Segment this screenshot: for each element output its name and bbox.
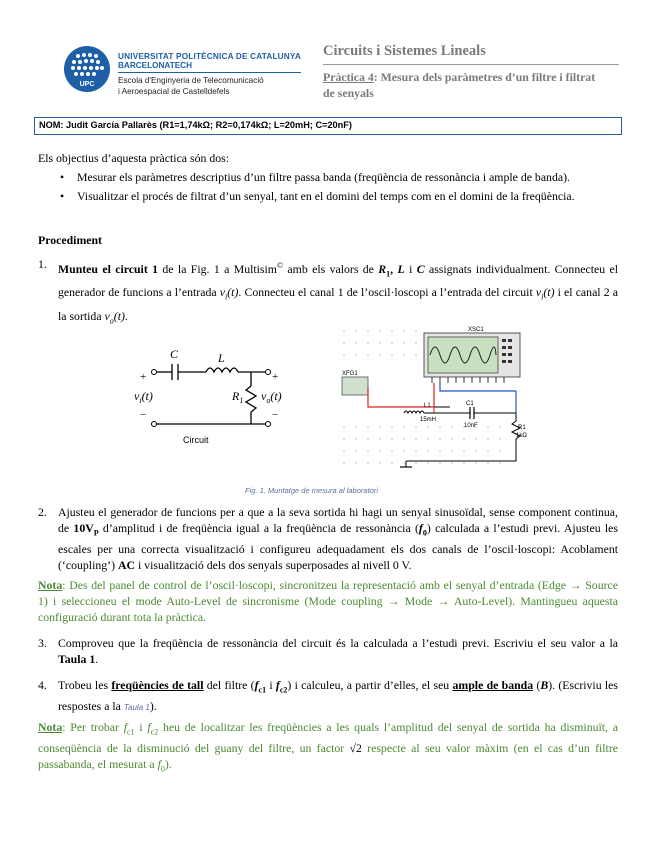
amplitude-value: 10V (73, 521, 94, 535)
university-subtitle: BARCELONATECH (118, 61, 192, 70)
var-f0: f (157, 757, 161, 772)
var-t: (t) (227, 285, 239, 300)
step-number: 3. (38, 636, 47, 650)
label-vi-v: v (134, 389, 140, 403)
step-number: 4. (38, 678, 47, 692)
step-4-part: i (266, 678, 276, 692)
var-f0-sub: 0 (422, 528, 427, 538)
var-fc2: f (147, 720, 151, 734)
step-1-text: Munteu el circuit 1 de la Fig. 1 a Multisim© amb els valors de $R_1$, L i C assignats individualment. Connecteu el generador de funcions a l’entrada $v_i(t)$. Connecteu el canal 1 de l’oscil·loscopi a l’entrada del circuit $v_i(t)$ i el canal 2 a la sortida $v_o(t)$. (58, 261, 618, 325)
step-2-part: i visualització dels dos senyals superposades al nivell 0 V. (135, 558, 412, 573)
var-vo-sub: o (109, 316, 114, 325)
circuit-caption: Circuit (183, 435, 209, 445)
function-generator (342, 377, 368, 395)
plus-in: + (140, 371, 147, 383)
note-1 (38, 577, 618, 625)
student-name-box: NOM: Judit García Pallarès (R1=1,74kΩ; R2=0,174kΩ; L=20mH; C=20nF) (34, 117, 622, 135)
var-c: C (416, 261, 425, 276)
course-title: Circuits i Sistemes Lineals (323, 43, 486, 59)
note-2-part: i (134, 720, 148, 734)
course-divider (323, 64, 619, 65)
intro-text: Els objectius d’aquesta pràctica són dos: (38, 151, 229, 165)
var-t: (t) (113, 308, 125, 323)
label-vo-v: v (261, 389, 267, 403)
step-4-text (58, 677, 618, 716)
step-2-part: d’amplitud i de freqüència igual a la freqüència de ressonància ( (98, 521, 419, 535)
bandwidth-term: ample de banda (452, 678, 534, 692)
coupling-ac: AC (117, 558, 135, 573)
note-2 (38, 719, 618, 778)
step-4-part: ). (Escriviu les respostes a la (58, 678, 618, 714)
var-fc1: f (123, 720, 127, 734)
upc-logo (64, 46, 110, 92)
xsc1-label: XSC1 (468, 327, 484, 333)
plus-out: + (272, 371, 279, 383)
var-vo: v (104, 308, 110, 323)
label-vo-sub: o (266, 396, 271, 405)
step-3-text (58, 635, 618, 667)
registered-mark: © (276, 261, 284, 270)
multisim-screenshot (340, 325, 530, 470)
note-2-part: ). (164, 757, 172, 772)
circuit-schematic (120, 340, 300, 450)
var-fc1-sub: c1 (258, 685, 267, 695)
minus-out: − (272, 409, 279, 421)
note-2-part: : Per trobar (62, 720, 124, 734)
step-1-part: i el canal 2 a la sortida (58, 285, 618, 323)
sqrt-two: √2 (349, 741, 362, 756)
c1-value: 10nF (464, 423, 478, 429)
var-fc2-sub: c2 (279, 685, 288, 695)
label-l: L (218, 351, 225, 365)
objective-2: Visualitzar el procés de filtrat d’un senyal, tant en el domini del temps com en el domini de la freqüència. (77, 189, 575, 203)
bullet-marker: • (60, 170, 65, 184)
var-r1-sub: 1 (386, 269, 391, 279)
var-b: B (540, 678, 549, 692)
step-2-text (58, 504, 618, 573)
step-1-part: i (404, 261, 417, 276)
step-2-part: ) calculada a l’estudi previ. Ajusteu les escales per una correcta visualització i configureu adequadament els dos canals de l’oscil·loscopi: Acoblament (‘coupling’) (58, 521, 618, 573)
step-4-part: ). (149, 699, 157, 714)
practice-label: Pràctica 4 (323, 70, 374, 84)
note-label: Nota (38, 578, 63, 592)
minus-in: − (140, 409, 147, 421)
cutoff-freq-term: freqüències de tall (111, 678, 204, 692)
header-divider (118, 72, 301, 73)
note-1-text: : Des del panel de control de l’oscil·loscopi, sincronitzeu la representació amb el senyal d’entrada (Edge → Source 1) i seleccioneu el mode Auto-Level de sincronisme (Mode coupling → Mode → Auto-Level). Mantingueu aquesta configuració durant tota la pràctica. (38, 578, 618, 624)
step-1-bold: Munteu el circuit 1 (58, 261, 159, 276)
xfg1-label: XFG1 (342, 371, 358, 377)
step-1-part: de la Fig. 1 a Multisim (158, 261, 277, 276)
var-fc2-sub: c2 (150, 727, 159, 737)
figure-caption: Fig. 1. Muntatge de mesura al laboratori (245, 486, 378, 495)
table-ref-italic: Taula 1 (123, 703, 150, 713)
step-3-part: Comproveu que la freqüència de ressonància del circuit és la calculada a l’estudi previ. Escriviu el seu valor a la (58, 636, 618, 650)
university-name: UNIVERSITAT POLITÈCNICA DE CATALUNYA (118, 52, 301, 61)
var-l: L (397, 261, 405, 276)
c1-label: C1 (466, 401, 474, 407)
step-1-part: . (124, 308, 128, 323)
practice-title (323, 69, 603, 101)
var-f0: f (418, 521, 423, 535)
label-vo (261, 389, 282, 405)
step-number: 2. (38, 505, 47, 519)
step-4-part: del filtre ( (203, 678, 255, 692)
label-c: C (170, 347, 179, 361)
l1-value: 15mH (420, 417, 437, 423)
note-2-part: heu de localitzar les freqüències a les quals l’amplitud del senyal de sortida ha disminuït, a conseqüència de la disminució del guany del filtre, un factor (38, 720, 618, 756)
var-vi: v (219, 285, 225, 300)
var-fc1-sub: c1 (127, 727, 135, 737)
note-2-part: respecte al seu valor màxim (en el cas d’un filtre passabanda, el mesurat a (38, 741, 618, 772)
label-r: R (232, 389, 240, 403)
bullet-marker: • (60, 189, 65, 203)
step-4-part: ) i calculeu, a partir d’elles, el seu (287, 678, 453, 692)
amplitude-sub: P (93, 528, 99, 538)
logo-text: UPC (79, 81, 95, 88)
var-fc2: f (275, 678, 280, 692)
label-vi-t: (t) (141, 389, 153, 403)
label-vi (134, 389, 153, 405)
step-number: 1. (38, 257, 47, 271)
var-r1: R (378, 261, 387, 276)
practice-subtitle: : Mesura dels paràmetres d’un filtre i filtrat de senyals (323, 70, 596, 100)
step-4-part: Trobeu les (58, 678, 112, 692)
step-3-part: . (95, 652, 99, 666)
var-f0-sub: 0 (160, 764, 165, 774)
step-2-part: Ajusteu el generador de funcions per a que a la seva sortida hi hagi un senyal sinusoïdal, sense component continua, de (58, 505, 618, 535)
objective-1: Mesurar els paràmetres descriptius d’un filtre passa banda (freqüència de ressonància i ample de banda). (77, 170, 570, 184)
label-vi-sub: i (139, 396, 142, 405)
var-t: (t) (543, 285, 555, 300)
var-vi: v (535, 285, 542, 300)
l1-label: L1 (424, 403, 431, 409)
label-r1 (231, 389, 243, 405)
note-label: Nota (38, 720, 63, 734)
scope-screen (428, 337, 498, 373)
r1-label: R1 (518, 425, 526, 431)
step-1-part: assignats individualment. Connecteu el generador de funcions a l’entrada (58, 261, 618, 300)
step-4-part: ( (533, 678, 541, 692)
step-1-part: amb els valors de (283, 261, 379, 276)
label-r-sub: 1 (239, 396, 244, 405)
step-1-part: . Connecteu el canal 1 de l’oscil·loscopi a l’entrada del circuit (238, 285, 536, 300)
table-ref: Taula 1 (58, 652, 96, 666)
var-vi-sub: i (225, 292, 228, 302)
school-name-line2: i Aeroespacial de Castelldefels (118, 87, 230, 96)
r1-value: 1kΩ (516, 433, 527, 439)
var-vi-sub: i (541, 292, 544, 302)
school-name-line1: Escola d'Enginyeria de Telecomunicació (118, 76, 264, 85)
var-fc1: f (254, 678, 259, 692)
label-vo-t: (t) (270, 389, 282, 403)
procedure-heading: Procediment (38, 233, 102, 247)
